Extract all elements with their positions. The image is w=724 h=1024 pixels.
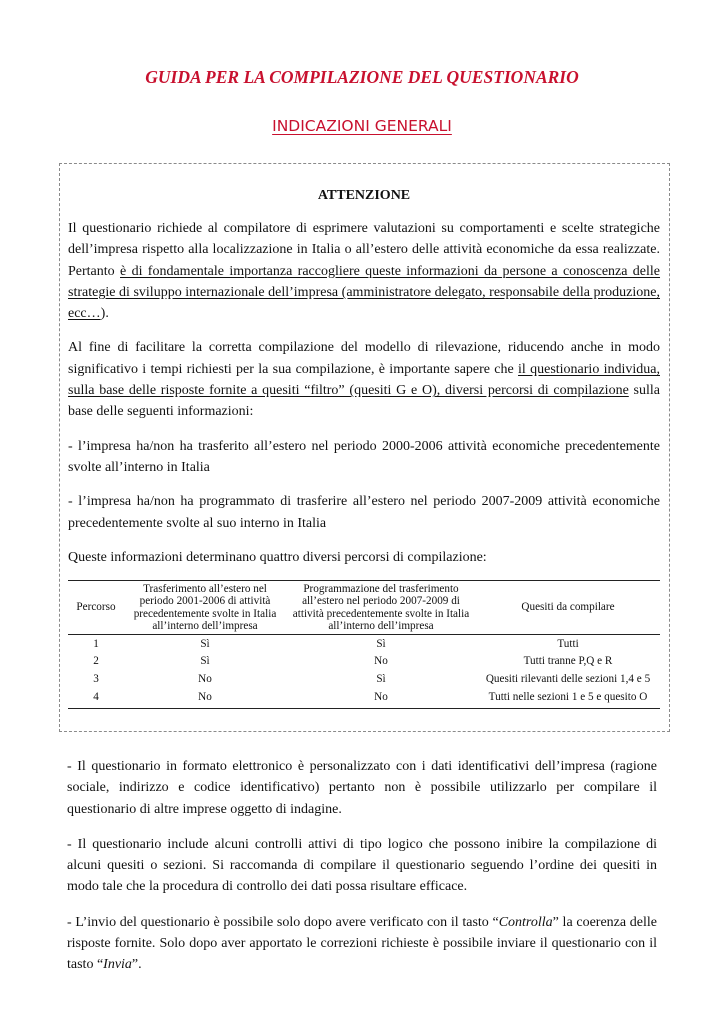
table-cell: No: [198, 672, 212, 685]
note-paragraph-3: - L’invio del questionario è possibile solo dopo avere verificato con il tasto “Controlla” la coerenza delle risposte fornite. Solo dopo aver apportato le correzioni richieste è possibile inviare il questionario con il tasto “Invia”.: [67, 914, 657, 973]
table-cell: 1: [93, 637, 99, 650]
attention-paragraph-2: Al fine di facilitare la corretta compilazione del modello di rilevazione, riducendo anche in modo significativo i tempi richiesti per la sua compilazione, è importante sapere che il questionario individua, sulla base delle risposte fornite a quesiti “filtro” (quesiti G e O), diversi percorsi di compilazione sulla base delle seguenti informazioni:: [68, 340, 660, 420]
table-row: [68, 688, 660, 709]
table-cell: No: [374, 655, 388, 668]
table-cell: Quesiti rilevanti delle sezioni 1,4 e 5: [485, 672, 651, 685]
table-cell: No: [374, 691, 388, 704]
table-cell: Sì: [376, 672, 386, 685]
table-cell: Sì: [200, 655, 210, 668]
table-cell: 3: [93, 672, 99, 685]
table-cell: 4: [93, 691, 99, 704]
table-cell: Tutti nelle sezioni 1 e 5 e quesito O: [488, 691, 648, 704]
table-header-cell: Programmazione del trasferimento all’estero nel periodo 2007-2009 di attività precedentemente svolte in Italia all’interno dell’impresa: [292, 583, 470, 632]
attention-paragraph-3: - l’impresa ha/non ha trasferito all’estero nel periodo 2000-2006 attività economiche precedentemente svolte all’interno in Italia: [68, 438, 660, 475]
controlla-button-label: Controlla: [498, 914, 553, 930]
table-header-cell: Quesiti da compilare: [521, 601, 615, 614]
attention-box: [59, 163, 670, 732]
attention-heading: ATTENZIONE: [317, 188, 411, 203]
attention-paragraph-1: Il questionario richiede al compilatore di esprimere valutazioni su comportamenti e scelte strategiche dell’impresa rispetto alla localizzazione in Italia o all’estero delle attività economiche da essa realizzate. Pertanto è di fondamentale importanza raccogliere queste informazioni da persone a conoscenza delle strategie di sviluppo internazionale dell’impresa (amministratore delegato, responsabile della produzione, ecc…).: [68, 221, 661, 322]
table-cell: No: [198, 691, 212, 704]
section-subtitle: INDICAZIONI GENERALI: [272, 117, 452, 135]
table-row: [68, 671, 660, 689]
table-cell: Tutti tranne P,Q e R: [523, 655, 613, 668]
document-title: GUIDA PER LA COMPILAZIONE DEL QUESTIONARIO: [145, 67, 579, 87]
underlined-text: il questionario individua, sulla base delle risposte fornite a quesiti “filtro” (quesiti G e O), diversi percorsi di compilazione: [68, 361, 660, 399]
attention-paragraph-5: Queste informazioni determinano quattro diversi percorsi di compilazione:: [68, 549, 487, 565]
paths-table: [68, 580, 660, 709]
table-header-row: [68, 581, 660, 635]
table-cell: Tutti: [557, 637, 579, 650]
invia-button-label: Invia: [103, 957, 132, 973]
note-paragraph-2: - Il questionario include alcuni controlli attivi di tipo logico che possono inibire la compilazione di alcuni quesiti o sezioni. Si raccomanda di compilare il questionario seguendo l’ordine dei quesiti in modo tale che la procedura di controllo dei dati possa risultare efficace.: [67, 836, 657, 895]
table-row: [68, 653, 660, 671]
table-cell: 2: [93, 655, 99, 668]
attention-paragraph-4: - l’impresa ha/non ha programmato di trasferire all’estero nel periodo 2007-2009 attività economiche precedentemente svolte al suo interno in Italia: [68, 494, 660, 531]
table-header-cell: Trasferimento all’estero nel periodo 2001-2006 di attività precedentemente svolte in Italia all’interno dell’impresa: [133, 583, 277, 632]
table-header-cell: Percorso: [76, 601, 116, 614]
table-cell: Sì: [376, 637, 386, 650]
underlined-text: è di fondamentale importanza raccogliere queste informazioni da persone a conoscenza delle strategie di sviluppo internazionale dell’impresa (amministratore delegato, responsabile della produzione, ecc…: [68, 263, 661, 322]
table-row: [68, 634, 660, 653]
table-cell: Sì: [200, 637, 210, 650]
note-paragraph-1: - Il questionario in formato elettronico è personalizzato con i dati identificativi dell’impresa (ragione sociale, indirizzo e codice identificativo) pertanto non è possibile utilizzarlo per compilare il questionario di altre imprese oggetto di indagine.: [67, 759, 657, 817]
general-notes: [67, 756, 657, 976]
